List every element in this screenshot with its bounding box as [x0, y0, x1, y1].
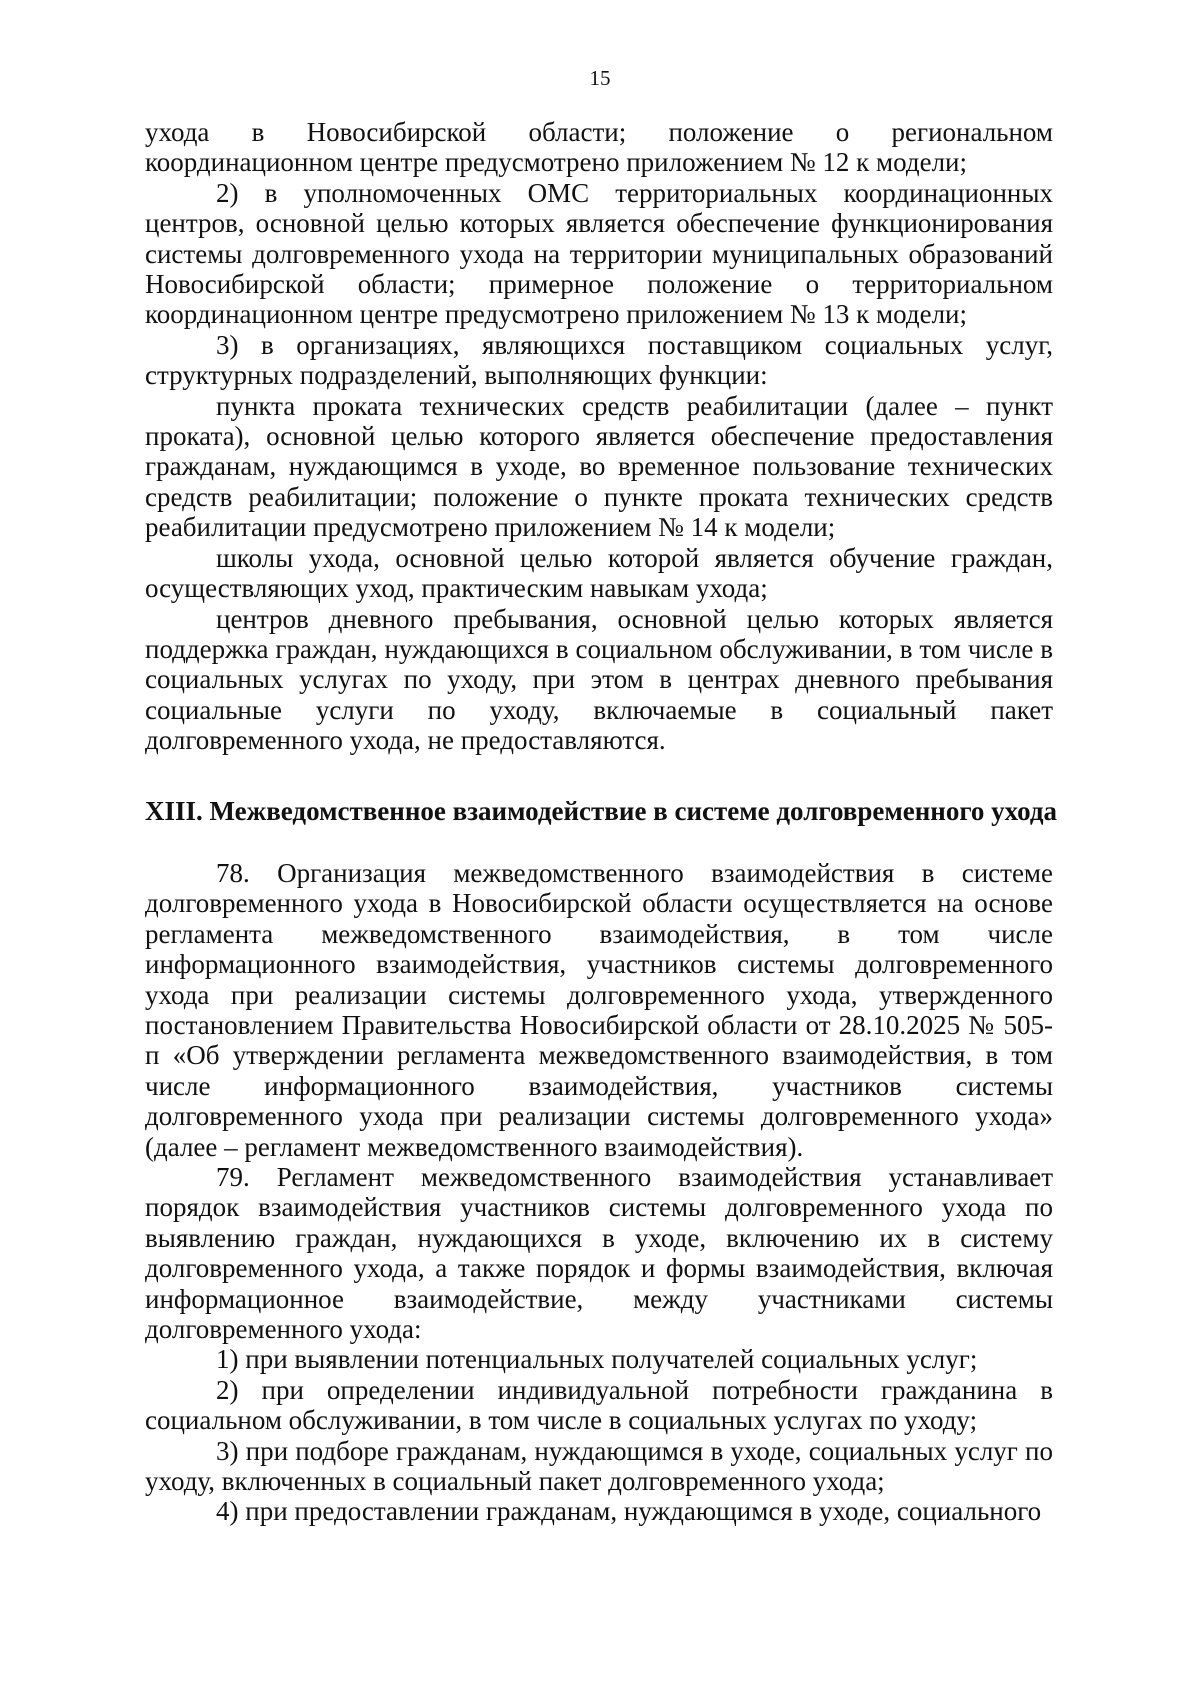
section-heading: XIII. Межведомственное взаимодействие в системе долговременного ухода — [145, 795, 1058, 826]
paragraph: 4) при предоставлении гражданам, нуждающимся в уходе, социального — [216, 1496, 1042, 1527]
document-body — [145, 117, 1058, 1527]
paragraph: 2) в уполномоченных ОМС территориальных координационных центров, основной целью которых является обеспечение функционирования системы долговременного ухода на территории муниципальных образований Новосибирской области; примерное положение о территориальном координационном центре предусмотрено приложением № 13 к модели; — [145, 177, 1053, 330]
paragraph: 79. Регламент межведомственного взаимодействия устанавливает порядок взаимодействия участников системы долговременного ухода по выявлению граждан, нуждающихся в уходе, включению их в систему долговременного ухода, а также порядок и формы взаимодействия, включая информационное взаимодействие, между участниками системы долговременного ухода: — [145, 1162, 1053, 1345]
paragraph: 2) при определении индивидуальной потребности гражданина в социальном обслуживании, в том числе в социальных услугах по уходу; — [145, 1374, 1053, 1436]
paragraph: пункта проката технических средств реабилитации (далее – пункт проката), основной целью которого является обеспечение предоставления гражданам, нуждающимся в уходе, во временное пользование технических средств реабилитации; положение о пункте проката технических средств реабилитации предусмотрено приложением № 14 к модели; — [145, 390, 1053, 543]
paragraphs-before-heading — [145, 117, 1053, 756]
paragraph: 3) при подборе гражданам, нуждающимся в уходе, социальных услуг по уходу, включенных в социальный пакет долговременного ухода; — [145, 1435, 1053, 1497]
paragraph: 3) в организациях, являющихся поставщиком социальных услуг, структурных подразделений, выполняющих функции: — [145, 329, 1053, 391]
paragraphs-after-heading — [145, 858, 1053, 1527]
paragraph: 1) при выявлении потенциальных получателей социальных услуг; — [216, 1344, 978, 1375]
page-number: 15 — [589, 66, 611, 90]
paragraph: ухода в Новосибирской области; положение о региональном координационном центре предусмотрено приложением № 12 к модели; — [145, 117, 1053, 178]
paragraph: 78. Организация межведомственного взаимодействия в системе долговременного ухода в Новосибирской области осуществляется на основе регламента межведомственного взаимодействия, в том числе информационного взаимодействия, участников системы долговременного ухода при реализации системы долговременного ухода, утвержденного постановлением Правительства Новосибирской области от 28.10.2025 № 505-п «Об утверждении регламента межведомственного взаимодействия, в том числе информационного взаимодействия, участников системы долговременного ухода при реализации системы долговременного ухода» (далее – регламент межведомственного взаимодействия). — [145, 857, 1053, 1162]
paragraph: школы ухода, основной целью которой является обучение граждан, осуществляющих уход, практическим навыкам ухода; — [145, 542, 1053, 604]
paragraph: центров дневного пребывания, основной целью которых является поддержка граждан, нуждающихся в социальном обслуживании, в том числе в социальных услугах по уходу, при этом в центрах дневного пребывания социальные услуги по уходу, включаемые в социальный пакет долговременного ухода, не предоставляются. — [145, 603, 1053, 756]
